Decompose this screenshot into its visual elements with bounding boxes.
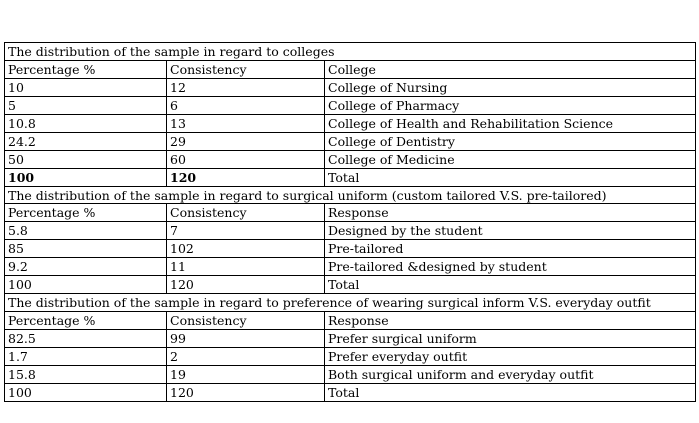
table-cell: 99 [167, 329, 325, 347]
table-cell: College of Dentistry [325, 132, 696, 150]
total-cell: Total [325, 168, 696, 186]
table-row [5, 150, 696, 168]
header-row [5, 311, 696, 329]
table-cell: 1.7 [5, 347, 167, 365]
column-header: Consistency [167, 60, 325, 78]
table-cell: 5.8 [5, 222, 167, 240]
total-cell: Total [325, 383, 696, 401]
table-cell: 24.2 [5, 132, 167, 150]
section-title: The distribution of the sample in regard to colleges [5, 43, 696, 61]
table-cell: 5 [5, 96, 167, 114]
table-row [5, 96, 696, 114]
table-cell: 10.8 [5, 114, 167, 132]
table-cell: Designed by the student [325, 222, 696, 240]
table-row [5, 365, 696, 383]
total-cell: 100 [5, 383, 167, 401]
table-cell: Prefer surgical uniform [325, 329, 696, 347]
header-row [5, 204, 696, 222]
table-cell: 60 [167, 150, 325, 168]
section-title: The distribution of the sample in regard to preference of wearing surgical inform V.S. everyday outfit [5, 294, 696, 312]
header-row [5, 60, 696, 78]
total-cell: 120 [167, 276, 325, 294]
section-title-row [5, 186, 696, 204]
total-cell: 120 [167, 168, 325, 186]
column-header: Percentage % [5, 204, 167, 222]
table-row [5, 78, 696, 96]
table-cell: Pre-tailored &designed by student [325, 258, 696, 276]
table-row [5, 347, 696, 365]
table-cell: College of Medicine [325, 150, 696, 168]
table-row [5, 222, 696, 240]
total-cell: 120 [167, 383, 325, 401]
table-cell: Prefer everyday outfit [325, 347, 696, 365]
total-row [5, 276, 696, 294]
table-cell: 102 [167, 240, 325, 258]
table-cell: Pre-tailored [325, 240, 696, 258]
total-row [5, 383, 696, 401]
column-header: Response [325, 311, 696, 329]
table-cell: 12 [167, 78, 325, 96]
column-header: Percentage % [5, 311, 167, 329]
table-cell: College of Pharmacy [325, 96, 696, 114]
total-row [5, 168, 696, 186]
table-cell: 82.5 [5, 329, 167, 347]
section-title: The distribution of the sample in regard to surgical uniform (custom tailored V.S. pre-tailored) [5, 186, 696, 204]
total-cell: Total [325, 276, 696, 294]
column-header: Consistency [167, 311, 325, 329]
table-cell: 11 [167, 258, 325, 276]
table-row [5, 329, 696, 347]
column-header: Response [325, 204, 696, 222]
column-header: College [325, 60, 696, 78]
table-cell: 19 [167, 365, 325, 383]
table-row [5, 114, 696, 132]
section-title-row [5, 43, 696, 61]
table-cell: College of Health and Rehabilitation Science [325, 114, 696, 132]
section-title-row [5, 294, 696, 312]
table-cell: 13 [167, 114, 325, 132]
table-cell: Both surgical uniform and everyday outfit [325, 365, 696, 383]
distribution-table [4, 42, 696, 402]
table-cell: 85 [5, 240, 167, 258]
table-row [5, 240, 696, 258]
table-row [5, 132, 696, 150]
table-cell: 7 [167, 222, 325, 240]
total-cell: 100 [5, 276, 167, 294]
table-row [5, 258, 696, 276]
table-cell: 50 [5, 150, 167, 168]
table-cell: College of Nursing [325, 78, 696, 96]
table-cell: 29 [167, 132, 325, 150]
column-header: Consistency [167, 204, 325, 222]
table-cell: 10 [5, 78, 167, 96]
column-header: Percentage % [5, 60, 167, 78]
table-cell: 2 [167, 347, 325, 365]
table-cell: 15.8 [5, 365, 167, 383]
table-cell: 6 [167, 96, 325, 114]
table-cell: 9.2 [5, 258, 167, 276]
total-cell: 100 [5, 168, 167, 186]
